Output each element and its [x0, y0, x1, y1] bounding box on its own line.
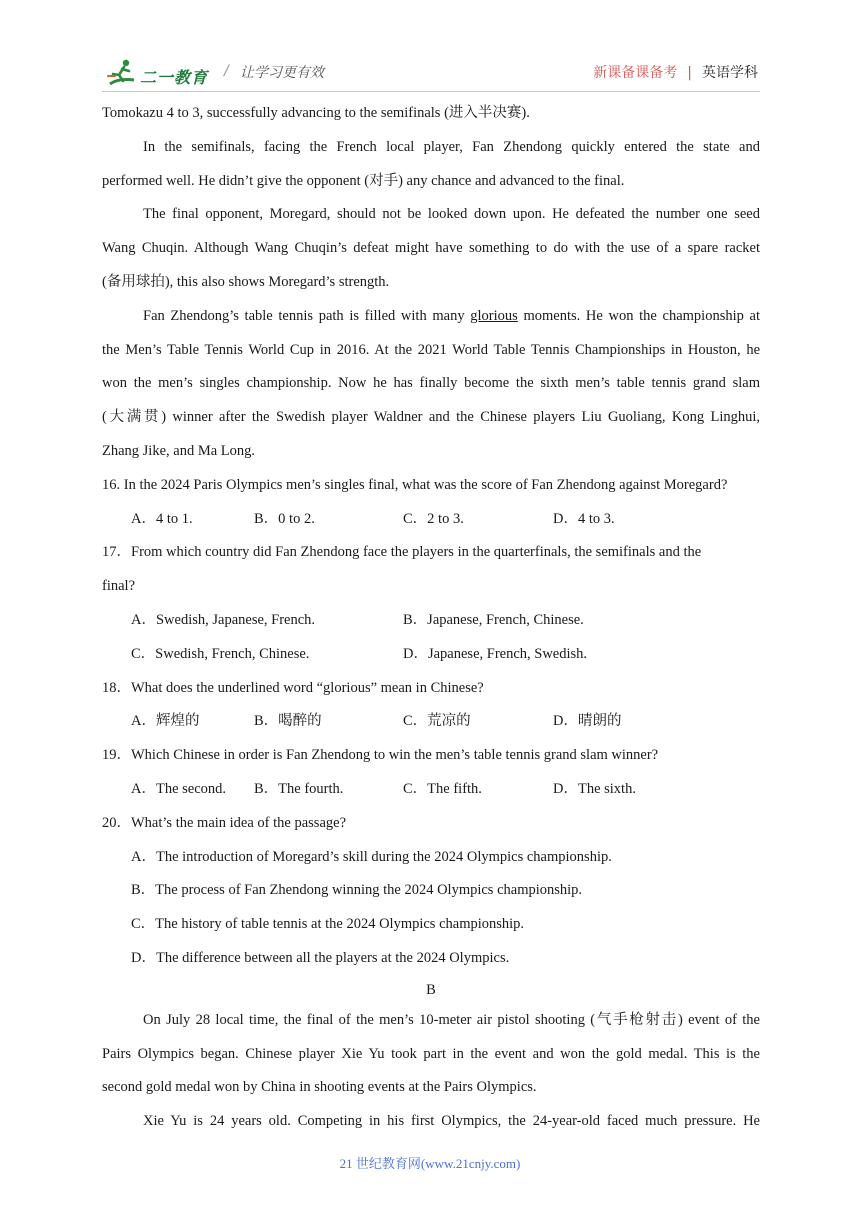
- paragraph-line: won the men’s singles championship. Now he has finally become the sixth men’s table tennis grand slam: [102, 375, 760, 392]
- paragraph-line: Pairs Olympics began. Chinese player Xie Yu took part in the event and won the gold medal. This is the: [102, 1045, 760, 1062]
- options-row: [102, 503, 760, 537]
- option-d: D．The difference between all the players at the 2024 Olympics.: [131, 949, 510, 966]
- page-header: [0, 0, 860, 95]
- options-row: [102, 638, 760, 672]
- option-d: D．The sixth.: [553, 780, 636, 797]
- page-footer: 21 世纪教育网(www.21cnjy.com): [339, 1156, 521, 1171]
- paragraph-line: Zhang Jike, and Ma Long.: [102, 442, 256, 459]
- underlined-word: glorious: [470, 307, 518, 324]
- header-rule: [102, 91, 760, 92]
- options-row: [102, 705, 760, 739]
- option-d: D．Japanese, French, Swedish.: [403, 645, 588, 662]
- option-c: C．The history of table tennis at the 2024 Olympics championship.: [131, 916, 525, 933]
- question-stem: 19．Which Chinese in order is Fan Zhendong to win the men’s table tennis grand slam winner?: [102, 747, 659, 764]
- option-b: B．The process of Fan Zhendong winning the 2024 Olympics championship.: [131, 882, 583, 899]
- option-a: A．Swedish, Japanese, French.: [131, 611, 316, 628]
- options-row: [102, 773, 760, 807]
- paragraph-line: On July 28 local time, the final of the men’s 10-meter air pistol shooting (气手枪射击) event of the: [143, 1011, 760, 1028]
- option-a: A．辉煌的: [131, 713, 200, 730]
- option-b: B．喝醉的: [254, 713, 322, 730]
- paragraph-line: performed well. He didn’t give the opponent (对手) any chance and advanced to the final.: [102, 172, 625, 189]
- paragraph-line: In the semifinals, facing the French local player, Fan Zhendong quickly entered the state and: [143, 138, 760, 155]
- runner-logo-icon: [104, 56, 140, 90]
- paragraph-line: Xie Yu is 24 years old. Competing in his first Olympics, the 24-year-old faced much pressure. He: [143, 1113, 760, 1130]
- brand-logo: [104, 56, 212, 90]
- section-heading: B: [426, 981, 436, 998]
- paragraph-line: (备用球拍), this also shows Moregard’s strength.: [102, 273, 390, 290]
- paragraph-line: second gold medal won by China in shooting events at the Pairs Olympics.: [102, 1079, 537, 1096]
- option-c: C．The fifth.: [403, 780, 482, 797]
- option-c: C．2 to 3.: [403, 510, 464, 527]
- option-b: B．0 to 2.: [254, 510, 315, 527]
- options-row: [102, 604, 760, 638]
- paragraph-line: Tomokazu 4 to 3, successfully advancing to the semifinals (进入半决赛).: [102, 105, 530, 121]
- option-b: B．The fourth.: [254, 780, 344, 797]
- option-a: A．The introduction of Moregard’s skill during the 2024 Olympics championship.: [131, 848, 612, 865]
- document-body: [102, 97, 760, 1139]
- option-d: D．晴朗的: [553, 713, 622, 730]
- option-b: B．Japanese, French, Chinese.: [403, 611, 584, 628]
- course-label: 新课备课备考: [593, 65, 678, 81]
- paragraph-line: (大满贯) winner after the Swedish player Waldner and the Chinese players Liu Guoliang, Kong Linghui,: [102, 409, 760, 426]
- subject-label: 英语学科: [702, 65, 758, 81]
- slogan-separator: /: [224, 63, 229, 79]
- header-divider: |: [687, 65, 692, 81]
- option-c: C．Swedish, French, Chinese.: [131, 645, 310, 662]
- option-a: A．4 to 1.: [131, 510, 193, 527]
- logo-text: 二一教育: [140, 68, 209, 87]
- text-run: Fan Zhendong’s table tennis path is filled with many: [143, 307, 471, 324]
- question-stem: 20．What’s the main idea of the passage?: [102, 814, 347, 831]
- question-stem: 18．What does the underlined word “glorious” mean in Chinese?: [102, 679, 484, 696]
- slogan: 让学习更有效: [240, 65, 324, 81]
- text-run: moments. He won the championship at: [517, 307, 760, 324]
- header-right: [593, 62, 758, 82]
- option-a: A．The second.: [131, 780, 227, 797]
- question-stem: 17．From which country did Fan Zhendong face the players in the quarterfinals, the semifinals and the: [102, 544, 702, 561]
- question-stem: 16. In the 2024 Paris Olympics men’s singles final, what was the score of Fan Zhendong against Moregard?: [102, 476, 728, 493]
- question-stem: final?: [102, 578, 136, 595]
- option-c: C．荒凉的: [403, 713, 471, 730]
- option-d: D．4 to 3.: [553, 510, 615, 527]
- paragraph-line: Wang Chuqin. Although Wang Chuqin’s defeat might have something to do with the use of a spare racket: [102, 240, 760, 257]
- paragraph-line: the Men’s Table Tennis World Cup in 2016. At the 2021 World Table Tennis Championships in Houston, he: [102, 341, 760, 358]
- paragraph-line: [102, 300, 760, 334]
- paragraph-line: The final opponent, Moregard, should not be looked down upon. He defeated the number one seed: [143, 206, 760, 223]
